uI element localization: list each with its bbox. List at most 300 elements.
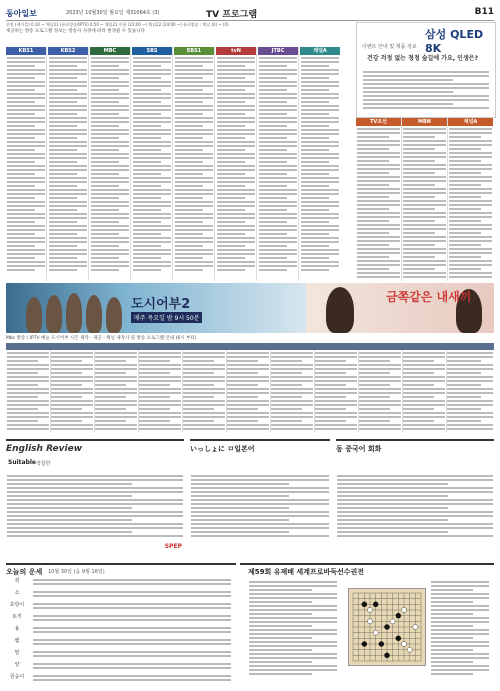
- schedule-line: [139, 392, 181, 394]
- schedule-line: [183, 396, 214, 398]
- schedule-line: [259, 161, 287, 163]
- schedule-line: [217, 105, 255, 107]
- schedule-line: [357, 180, 400, 182]
- schedule-line: [359, 412, 401, 414]
- schedule-line: [183, 412, 225, 414]
- schedule-line: [449, 200, 492, 202]
- schedule-line: [49, 253, 87, 255]
- schedule-line: [447, 368, 493, 370]
- schedule-line: [249, 609, 337, 611]
- schedule-line: [217, 261, 255, 263]
- schedule-line: [51, 412, 93, 414]
- schedule-line: [357, 264, 400, 266]
- schedule-line: [301, 149, 329, 151]
- schedule-line: [175, 125, 203, 127]
- schedule-line: [217, 57, 255, 59]
- schedule-line: [357, 244, 389, 246]
- schedule-line: [301, 197, 329, 199]
- schedule-line: [191, 519, 289, 521]
- schedule-line: [7, 515, 183, 517]
- channel-header-bar: [270, 343, 314, 350]
- schedule-line: [91, 101, 119, 103]
- schedule-line: [139, 400, 181, 402]
- white-stone: [401, 607, 406, 612]
- schedule-line: [403, 408, 434, 410]
- schedule-line: [271, 388, 313, 390]
- schedule-line: [447, 404, 493, 406]
- schedule-line: [301, 157, 339, 159]
- schedule-line: [7, 257, 35, 259]
- schedule-line: [191, 487, 329, 489]
- schedule-line: [191, 503, 329, 505]
- channel-header: tvN: [216, 47, 256, 55]
- schedule-line: [357, 236, 400, 238]
- baduk-text-lines: [430, 579, 490, 677]
- schedule-line: [259, 101, 287, 103]
- schedule-line: [357, 148, 389, 150]
- schedule-line: [49, 165, 87, 167]
- schedule-line: [133, 213, 171, 215]
- schedule-line: [175, 249, 213, 251]
- schedule-line: [91, 113, 119, 115]
- fortune-text-lines: [32, 625, 232, 635]
- schedule-line: [315, 404, 357, 406]
- schedule-line: [175, 145, 213, 147]
- schedule-line: [217, 149, 245, 151]
- schedule-line: [91, 205, 129, 207]
- schedule-line: [363, 87, 489, 89]
- schedule-line: [7, 527, 183, 529]
- cast-member-image: [46, 295, 62, 333]
- schedule-line: [49, 113, 77, 115]
- schedule-line: [249, 673, 312, 675]
- schedule-line: [217, 173, 245, 175]
- schedule-line: [49, 161, 77, 163]
- schedule-line: [359, 384, 390, 386]
- schedule-line: [227, 352, 269, 354]
- schedule-line: [51, 400, 93, 402]
- schedule-line: [431, 661, 473, 663]
- schedule-line: [227, 400, 269, 402]
- schedule-line: [259, 125, 287, 127]
- schedule-line: [259, 213, 297, 215]
- schedule-line: [431, 641, 489, 643]
- schedule-line: [301, 77, 329, 79]
- schedule-line: [91, 137, 119, 139]
- schedule-line: [403, 180, 446, 182]
- schedule-line: [91, 93, 129, 95]
- schedule-line: [49, 69, 87, 71]
- schedule-line: [7, 65, 35, 67]
- schedule-line: [133, 209, 161, 211]
- schedule-line: [217, 257, 245, 259]
- schedule-line: [217, 161, 245, 163]
- schedule-line: [95, 424, 137, 426]
- schedule-line: [49, 153, 87, 155]
- schedule-line: [357, 228, 400, 230]
- schedule-line: [175, 81, 213, 83]
- schedule-line: [359, 364, 401, 366]
- masthead: [6, 6, 494, 21]
- schedule-line: [91, 61, 129, 63]
- schedule-line: [449, 220, 481, 222]
- schedule-line: [315, 400, 357, 402]
- schedule-line: [217, 157, 255, 159]
- schedule-line: [357, 128, 400, 130]
- schedule-line: [49, 217, 87, 219]
- schedule-line: [51, 356, 93, 358]
- schedule-line: [191, 491, 329, 493]
- schedule-line: [227, 424, 269, 426]
- lesson-text-lines: [6, 473, 184, 539]
- schedule-line: [449, 264, 492, 266]
- schedule-line: [7, 61, 45, 63]
- channel-header-bar: [50, 343, 94, 350]
- schedule-line: [447, 416, 493, 418]
- schedule-line: [227, 364, 269, 366]
- schedule-line: [49, 257, 77, 259]
- schedule-line: [403, 388, 445, 390]
- schedule-line: [227, 408, 258, 410]
- schedule-line: [315, 364, 357, 366]
- schedule-line: [95, 360, 126, 362]
- schedule-line: [363, 91, 453, 93]
- schedule-line: [91, 229, 129, 231]
- schedule-column: [6, 47, 47, 281]
- schedule-line: [271, 392, 313, 394]
- schedule-line: [49, 221, 77, 223]
- channel-header-bar: [314, 343, 358, 350]
- schedule-line: [139, 412, 181, 414]
- go-board: [348, 588, 426, 666]
- schedule-line: [91, 189, 129, 191]
- schedule-line: [227, 428, 269, 430]
- channel-header-bar: [94, 343, 138, 350]
- schedule-line: [449, 156, 492, 158]
- schedule-line: [315, 372, 346, 374]
- schedule-line: [301, 153, 339, 155]
- schedule-line: [363, 107, 489, 109]
- schedule-line: [301, 145, 339, 147]
- schedule-line: [357, 204, 400, 206]
- schedule-line: [175, 157, 213, 159]
- schedule-line: [249, 585, 337, 587]
- schedule-line: [431, 673, 473, 675]
- schedule-line: [95, 388, 137, 390]
- schedule-line: [91, 169, 129, 171]
- schedule-line: [357, 240, 400, 242]
- schedule-line: [51, 428, 93, 430]
- schedule-line: [49, 249, 87, 251]
- schedule-line: [301, 173, 329, 175]
- english-heading: English Review: [6, 444, 83, 454]
- schedule-line: [301, 97, 339, 99]
- schedule-line: [431, 593, 489, 595]
- schedule-line: [259, 241, 297, 243]
- schedule-line: [51, 388, 93, 390]
- schedule-line: [139, 420, 170, 422]
- schedule-line: [301, 221, 329, 223]
- zodiac-label: 양: [14, 662, 20, 668]
- schedule-line: [301, 201, 339, 203]
- schedule-line: [403, 240, 446, 242]
- schedule-line: [449, 144, 492, 146]
- schedule-line: [7, 77, 35, 79]
- schedule-line: [315, 392, 357, 394]
- channel-header: EBS1: [174, 47, 214, 55]
- schedule-line: [357, 184, 389, 186]
- fortune-text-lines: [32, 661, 232, 671]
- schedule-line: [217, 73, 255, 75]
- schedule-line: [175, 245, 203, 247]
- schedule-line: [217, 101, 245, 103]
- zodiac-sign: [6, 601, 28, 608]
- schedule-line: [183, 404, 225, 406]
- schedule-line: [7, 233, 35, 235]
- white-stone: [413, 624, 418, 629]
- schedule-line: [51, 392, 93, 394]
- white-stone: [407, 647, 412, 652]
- schedule-line: [95, 392, 137, 394]
- schedule-line: [133, 241, 171, 243]
- schedule-line: [139, 388, 181, 390]
- schedule-line: [49, 181, 87, 183]
- schedule-line: [227, 356, 269, 358]
- schedule-line: [51, 420, 82, 422]
- schedule-line: [337, 483, 448, 485]
- schedule-column: [138, 343, 183, 433]
- fortune-text-lines: [32, 637, 232, 647]
- schedule-line: [49, 89, 77, 91]
- schedule-line: [301, 129, 339, 131]
- schedule-line: [227, 376, 269, 378]
- schedule-line: [449, 228, 492, 230]
- schedule-line: [217, 229, 255, 231]
- schedule-line: [403, 156, 446, 158]
- schedule-line: [271, 420, 302, 422]
- zodiac-sign: [6, 589, 28, 596]
- schedule-line: [7, 408, 38, 410]
- schedule-line: [217, 129, 255, 131]
- schedule-line: [7, 89, 35, 91]
- schedule-line: [449, 212, 492, 214]
- schedule-line: [217, 89, 245, 91]
- schedule-line: [249, 621, 337, 623]
- schedule-line: [431, 669, 489, 671]
- schedule-line: [301, 117, 339, 119]
- schedule-line: [259, 261, 297, 263]
- schedule-line: [403, 412, 445, 414]
- schedule-column: [50, 343, 95, 433]
- schedule-line: [175, 201, 213, 203]
- schedule-line: [357, 160, 389, 162]
- schedule-line: [139, 416, 181, 418]
- schedule-line: [91, 221, 119, 223]
- schedule-line: [301, 169, 339, 171]
- schedule-line: [91, 65, 119, 67]
- schedule-line: [139, 428, 181, 430]
- schedule-line: [403, 424, 445, 426]
- schedule-line: [91, 153, 129, 155]
- schedule-line: [431, 585, 489, 587]
- schedule-line: [49, 261, 87, 263]
- schedule-line: [403, 228, 446, 230]
- zodiac-label: 호랑이: [9, 602, 25, 608]
- schedule-line: [217, 217, 255, 219]
- host-image: [326, 287, 354, 333]
- zodiac-sign: [6, 673, 28, 680]
- schedule-line: [33, 579, 231, 581]
- schedule-line: [7, 97, 45, 99]
- black-stone: [379, 641, 384, 646]
- schedule-line: [7, 368, 49, 370]
- schedule-line: [133, 169, 171, 171]
- schedule-line: [259, 65, 287, 67]
- schedule-column: [356, 118, 402, 281]
- schedule-line: [133, 65, 161, 67]
- schedule-line: [7, 396, 38, 398]
- schedule-line: [403, 176, 446, 178]
- white-stone: [401, 641, 406, 646]
- schedule-line: [191, 495, 289, 497]
- schedule-line: [33, 675, 231, 677]
- schedule-line: [217, 233, 245, 235]
- schedule-line: [7, 420, 38, 422]
- chinese-heading: 동 중국어 회화: [336, 445, 382, 453]
- schedule-line: [431, 597, 489, 599]
- schedule-line: [403, 380, 445, 382]
- schedule-line: [337, 511, 493, 513]
- schedule-line: [301, 265, 339, 267]
- schedule-line: [301, 69, 339, 71]
- schedule-line: [133, 205, 171, 207]
- schedule-line: [301, 165, 339, 167]
- schedule-line: [133, 145, 171, 147]
- schedule-line: [301, 105, 339, 107]
- schedule-line: [315, 352, 357, 354]
- schedule-line: [357, 192, 400, 194]
- schedule-line: [91, 129, 129, 131]
- channel-header-bar: [6, 343, 50, 350]
- schedule-line: [7, 404, 49, 406]
- schedule-line: [175, 105, 213, 107]
- schedule-line: [227, 380, 269, 382]
- schedule-line: [133, 257, 161, 259]
- schedule-line: [449, 188, 492, 190]
- schedule-line: [91, 213, 129, 215]
- schedule-line: [359, 400, 401, 402]
- schedule-line: [315, 388, 357, 390]
- schedule-line: [7, 153, 45, 155]
- schedule-line: [133, 261, 171, 263]
- schedule-line: [315, 396, 346, 398]
- schedule-line: [95, 372, 126, 374]
- schedule-line: [357, 196, 389, 198]
- schedule-line: [449, 172, 481, 174]
- schedule-line: [51, 352, 93, 354]
- schedule-line: [403, 196, 435, 198]
- schedule-line: [183, 368, 225, 370]
- schedule-line: [227, 412, 269, 414]
- schedule-line: [431, 581, 489, 583]
- schedule-line: [7, 499, 183, 501]
- schedule-line: [271, 360, 302, 362]
- schedule-line: [315, 416, 357, 418]
- fortune-text-lines: [32, 577, 232, 587]
- schedule-column: [6, 343, 51, 433]
- schedule-line: [91, 125, 119, 127]
- schedule-line: [357, 132, 400, 134]
- schedule-line: [217, 121, 255, 123]
- schedule-line: [49, 97, 87, 99]
- schedule-line: [217, 225, 255, 227]
- schedule-column: [446, 343, 494, 433]
- schedule-line: [49, 65, 77, 67]
- schedule-line: [33, 631, 231, 633]
- schedule-line: [51, 372, 82, 374]
- schedule-line: [431, 649, 473, 651]
- schedule-line: [315, 428, 357, 430]
- schedule-line: [7, 141, 45, 143]
- schedule-line: [337, 507, 448, 509]
- schedule-line: [301, 253, 339, 255]
- schedule-line: [95, 376, 137, 378]
- schedule-line: [91, 157, 129, 159]
- schedule-line: [133, 189, 171, 191]
- schedule-line: [175, 57, 213, 59]
- schedule-line: [301, 213, 339, 215]
- schedule-line: [33, 667, 231, 669]
- english-keyword-meaning: 적합한: [36, 461, 51, 467]
- schedule-line: [357, 172, 389, 174]
- schedule-line: [91, 133, 129, 135]
- schedule-column: [270, 343, 315, 433]
- schedule-line: [49, 125, 77, 127]
- schedule-line: [337, 475, 493, 477]
- show-title-right: 금쪽같은 내새끼: [386, 290, 472, 304]
- schedule-line: [191, 531, 289, 533]
- schedule-line: [217, 245, 245, 247]
- schedule-line: [447, 400, 493, 402]
- zodiac-sign: [6, 613, 28, 620]
- schedule-line: [7, 507, 132, 509]
- channel-header-bar: [182, 343, 226, 350]
- schedule-line: [403, 128, 446, 130]
- schedule-line: [259, 169, 297, 171]
- schedule-line: [249, 661, 312, 663]
- schedule-line: [91, 193, 129, 195]
- schedule-line: [139, 368, 181, 370]
- schedule-line: [7, 117, 45, 119]
- schedule-line: [449, 272, 492, 274]
- channel-header-bar: [402, 343, 446, 350]
- schedule-line: [7, 161, 35, 163]
- schedule-line: [91, 265, 129, 267]
- schedule-line: [175, 165, 213, 167]
- schedule-line: [217, 201, 255, 203]
- schedule-line: [33, 655, 231, 657]
- schedule-line: [337, 487, 493, 489]
- schedule-line: [49, 185, 77, 187]
- schedule-line: [49, 145, 87, 147]
- schedule-line: [7, 173, 35, 175]
- schedule-line: [175, 193, 213, 195]
- channel-header-bar: [226, 343, 270, 350]
- schedule-line: [91, 105, 129, 107]
- cast-member-image: [86, 295, 102, 333]
- schedule-line: [95, 404, 137, 406]
- schedule-line: [7, 57, 45, 59]
